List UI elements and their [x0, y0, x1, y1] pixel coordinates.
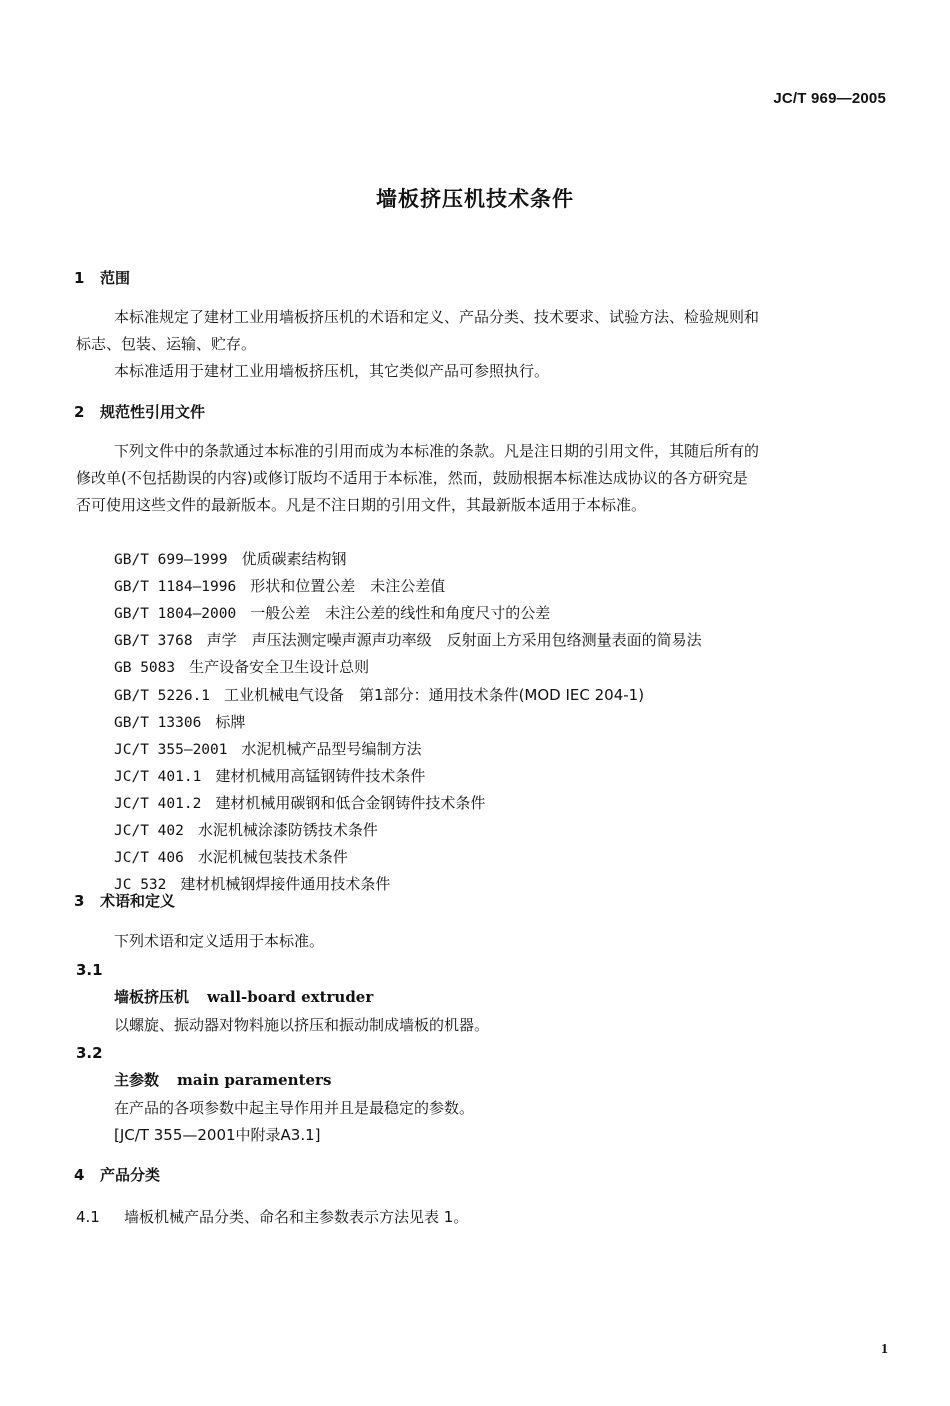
reference-code: JC/T 406 [114, 850, 184, 866]
reference-title: 一般公差 未注公差的线性和角度尺寸的公差 [250, 604, 551, 622]
section-title: 范围 [100, 269, 131, 287]
section-number: 1 [74, 269, 85, 287]
reference-title: 生产设备安全卫生设计总则 [189, 658, 370, 676]
section-number: 4 [74, 1166, 85, 1184]
term-3-2-name [114, 1070, 331, 1090]
reference-title: 建材机械用高锰钢铸件技术条件 [215, 767, 426, 785]
section-number: 3 [74, 892, 85, 910]
reference-item [114, 712, 245, 733]
term-chinese: 墙板挤压机 [114, 988, 190, 1006]
section-2-intro-line-3: 否可使用这些文件的最新版本。凡是不注日期的引用文件，其最新版本适用于本标准。 [76, 496, 647, 514]
reference-title: 优质碳素结构钢 [241, 550, 347, 568]
section-2-intro-line-1: 下列文件中的条款通过本标准的引用而成为本标准的条款。凡是注日期的引用文件，其随后所有的 [114, 442, 760, 460]
reference-item [114, 685, 644, 706]
reference-code: JC/T 401.2 [114, 796, 202, 812]
term-3-2-definition: 在产品的各项参数中起主导作用并且是最稳定的参数。 [114, 1099, 475, 1117]
reference-code: GB/T 3768 [114, 633, 193, 649]
reference-item [114, 576, 445, 597]
term-3-1-number: 3.1 [76, 961, 103, 979]
section-3-heading [74, 891, 175, 911]
term-3-2-source: [JC/T 355—2001中附录A3.1] [114, 1126, 321, 1144]
term-3-1-definition: 以螺旋、振动器对物料施以挤压和振动制成墙板的机器。 [114, 1016, 490, 1034]
reference-item [114, 630, 702, 651]
reference-title: 水泥机械涂漆防锈技术条件 [197, 821, 378, 839]
section-3-intro: 下列术语和定义适用于本标准。 [114, 932, 325, 950]
section-1-paragraph-1-line-1: 本标准规定了建材工业用墙板挤压机的术语和定义、产品分类、技术要求、试验方法、检验规则和 [114, 308, 760, 326]
reference-code: GB/T 13306 [114, 715, 202, 731]
reference-code: JC 532 [114, 877, 167, 893]
reference-title: 水泥机械产品型号编制方法 [241, 740, 422, 758]
reference-title: 工业机械电气设备 第1部分：通用技术条件(MOD IEC 204-1) [224, 686, 645, 704]
section-2-intro-line-2: 修改单(不包括勘误的内容)或修订版均不适用于本标准，然而，鼓励根据本标准达成协议的各方研究是 [76, 469, 748, 487]
term-english: main paramenters [177, 1071, 332, 1089]
reference-code: GB 5083 [114, 660, 176, 676]
term-english: wall-board extruder [207, 988, 374, 1006]
clause-text: 墙板机械产品分类、命名和主参数表示方法见表 1。 [124, 1208, 469, 1226]
section-1-paragraph-2: 本标准适用于建材工业用墙板挤压机，其它类似产品可参照执行。 [114, 362, 550, 380]
reference-title: 建材机械钢焊接件通用技术条件 [180, 875, 391, 893]
term-chinese: 主参数 [114, 1071, 160, 1089]
reference-code: GB/T 1804—2000 [114, 606, 237, 622]
reference-code: GB/T 699—1999 [114, 552, 228, 568]
reference-item [114, 603, 550, 624]
section-4-heading [74, 1165, 160, 1185]
reference-item [114, 766, 425, 787]
reference-title: 形状和位置公差 未注公差值 [250, 577, 446, 595]
reference-item [114, 820, 378, 841]
reference-item [114, 657, 369, 678]
reference-code: JC/T 401.1 [114, 769, 202, 785]
section-2-heading [74, 402, 205, 422]
reference-code: JC/T 355—2001 [114, 742, 228, 758]
reference-code: GB/T 5226.1 [114, 688, 211, 704]
reference-item [114, 739, 422, 760]
reference-item [114, 549, 347, 570]
reference-item [114, 793, 485, 814]
section-title: 规范性引用文件 [100, 403, 206, 421]
document-title: 墙板挤压机技术条件 [376, 187, 574, 211]
term-3-1-name [114, 987, 373, 1007]
term-3-2-number: 3.2 [76, 1044, 103, 1062]
reference-title: 标牌 [215, 713, 246, 731]
page-number: 1 [881, 1342, 888, 1357]
reference-title: 声学 声压法测定噪声源声功率级 反射面上方采用包络测量表面的简易法 [206, 631, 702, 649]
clause-4-1 [76, 1207, 468, 1227]
reference-item [114, 847, 348, 868]
reference-code: JC/T 402 [114, 823, 184, 839]
section-title: 产品分类 [100, 1166, 161, 1184]
reference-code: GB/T 1184—1996 [114, 579, 237, 595]
standard-code: JC/T 969—2005 [773, 90, 886, 107]
reference-title: 水泥机械包装技术条件 [197, 848, 348, 866]
reference-title: 建材机械用碳钢和低合金钢铸件技术条件 [215, 794, 486, 812]
clause-number: 4.1 [76, 1208, 100, 1226]
section-1-heading [74, 268, 130, 288]
section-1-paragraph-1-line-2: 标志、包装、运输、贮存。 [76, 335, 257, 353]
section-title: 术语和定义 [100, 892, 176, 910]
section-number: 2 [74, 403, 85, 421]
